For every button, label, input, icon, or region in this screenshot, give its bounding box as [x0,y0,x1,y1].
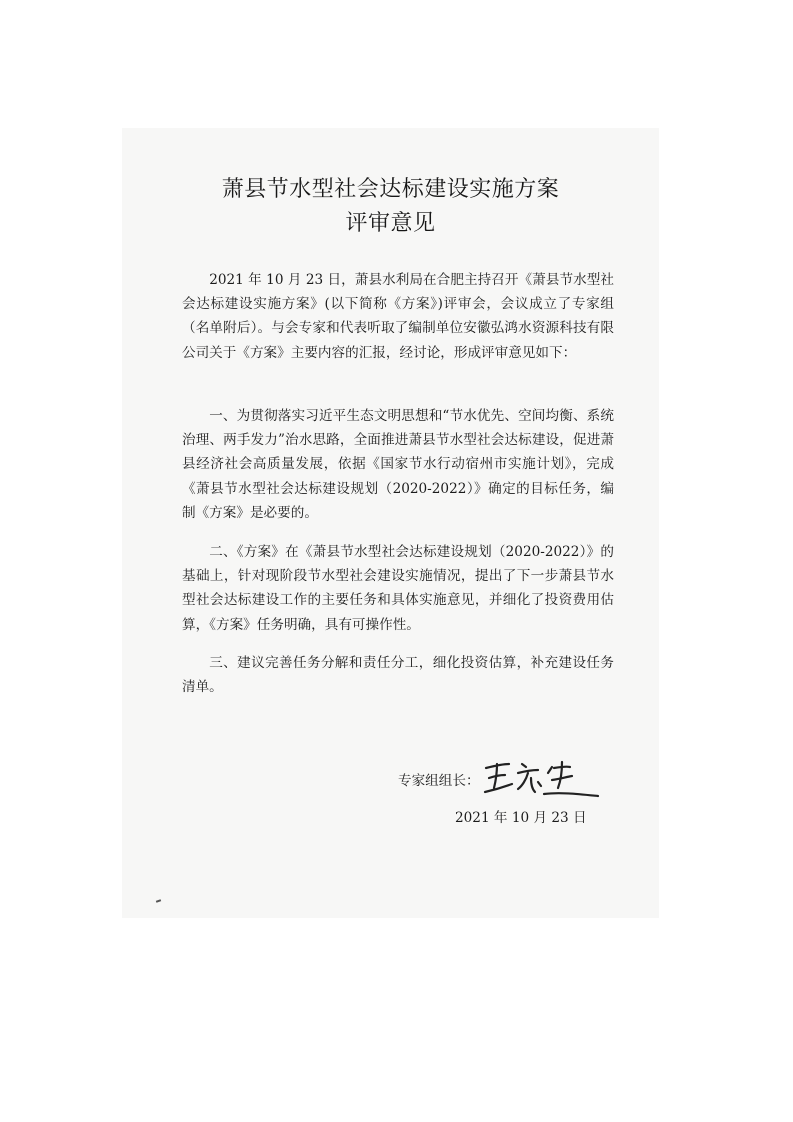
signature-label: 专家组组长： [398,773,480,789]
document-title: 萧县节水型社会达标建设实施方案 [221,177,560,202]
paragraph-intro: 2021 年 10 月 23 日，萧县水利局在合肥主持召开《萧县节水型社会达标建设实施方案》(以下简称《方案》)评审会，会议成立了专家组（名单附后）。与会专家和代表听取了编制单位安徽弘鸿水资源科技有限公司关于《方案》主要内容的汇报，经讨论，形成评审意见如下： [182,272,614,361]
document-subtitle: 评审意见 [345,211,436,236]
paragraph-item-3: 三、建议完善任务分解和责任分工，细化投资估算，补充建设任务清单。 [182,655,614,696]
signature-date: 2021 年 10 月 23 日 [455,810,587,826]
paragraph-item-1: 一、为贯彻落实习近平生态文明思想和“节水优先、空间均衡、系统治理、两手发力”治水思路，全面推进萧县节水型社会达标建设，促进萧县经济社会高质量发展，依据《国家节水行动宿州市实施计划》，完成《萧县节水型社会达标建设规划（2020-2022）》确定的目标任务，编制《方案》是必要的。 [182,408,614,521]
handwritten-signature [482,758,602,802]
paragraph-item-2: 二、《方案》在《萧县节水型社会达标建设规划（2020-2022）》的基础上，针对现阶段节水型社会建设实施情况，提出了下一步萧县节水型社会达标建设工作的主要任务和具体实施意见，并细化了投资费用估算，《方案》任务明确，具有可操作性。 [182,544,614,633]
